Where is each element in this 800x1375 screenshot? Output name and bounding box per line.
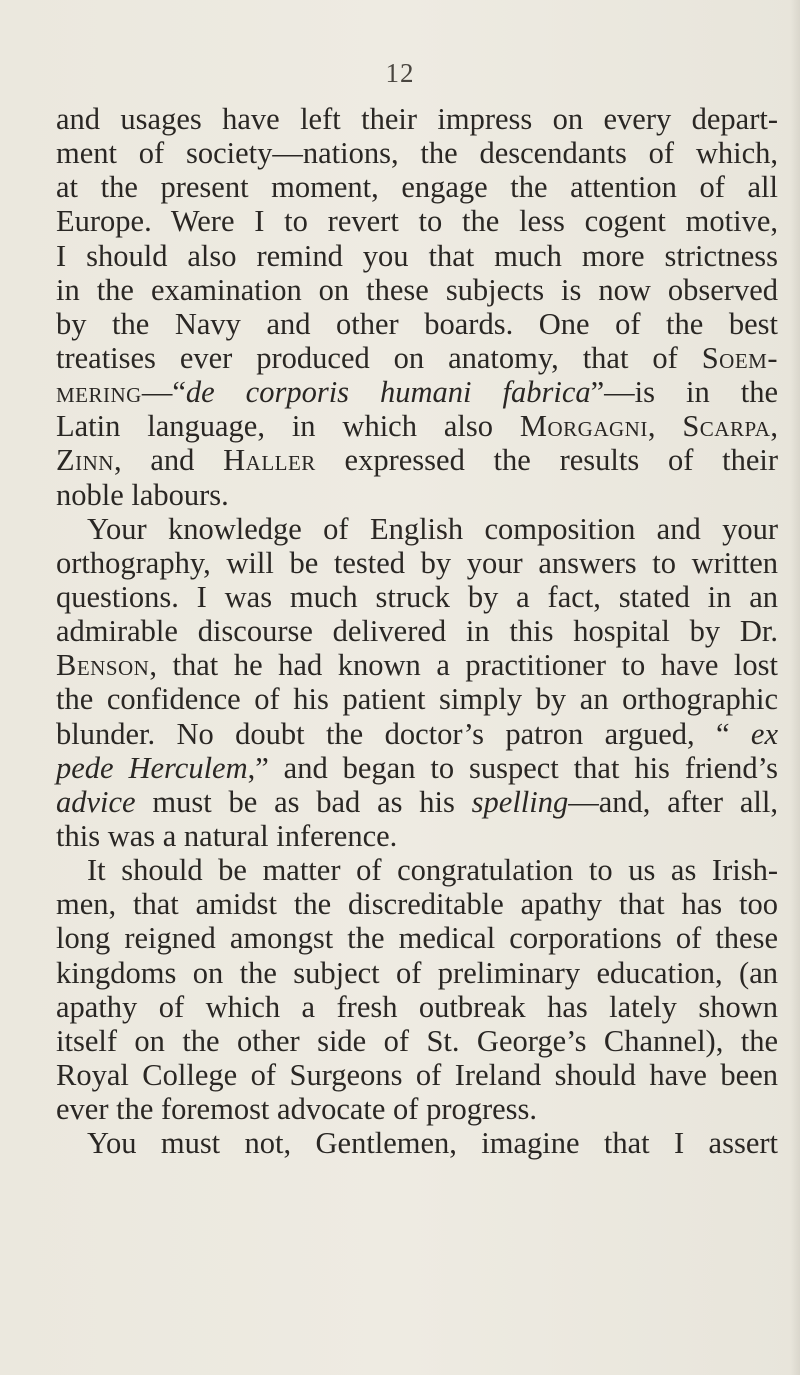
page-number: 12 — [385, 58, 415, 88]
text-line — [56, 478, 778, 512]
text-line — [56, 239, 778, 273]
text-run: in the examination on these subjects is now observed — [56, 272, 778, 307]
text-line — [56, 785, 778, 819]
text-run: blunder. No doubt the doctor’s patron argued, “ — [56, 716, 751, 751]
text-run: by the Navy and other boards. One of the best — [56, 306, 778, 341]
italic-text: ex — [750, 716, 778, 751]
italic-text: spelling — [471, 784, 569, 819]
text-line — [56, 853, 778, 887]
text-run: You must not, Gentlemen, imagine that I assert — [87, 1126, 778, 1161]
text-run: and usages have left their impress on every depart- — [56, 102, 778, 136]
text-run: questions. I was much struck by a fact, stated in an — [56, 579, 778, 614]
text-line — [56, 136, 778, 170]
text-line — [56, 819, 778, 853]
italic-text: de corporis humani fabrica — [185, 375, 591, 410]
text-run: —and, after all, — [568, 784, 778, 819]
text-run: must be as bad as his — [135, 784, 472, 819]
text-run: men, that amidst the discreditable apathy that has too — [56, 887, 778, 922]
text-run: Europe. Were I to revert to the less cogent motive, — [56, 204, 778, 239]
text-line — [56, 1024, 778, 1058]
text-line — [56, 887, 778, 921]
text-line — [56, 1092, 778, 1126]
text-line — [56, 341, 778, 375]
small-caps-name: Scarpa — [682, 409, 771, 444]
text-run: apathy of which a fresh outbreak has lately shown — [56, 989, 778, 1024]
italic-text: advice — [56, 784, 136, 819]
small-caps-name: Morgagni — [519, 409, 648, 444]
text-run: Latin language, in which also — [56, 409, 520, 444]
text-line — [56, 1126, 778, 1160]
text-run: ever the foremost advocate of progress. — [56, 1092, 538, 1127]
text-run: itself on the other side of St. George’s Channel), the — [56, 1023, 778, 1058]
text-line — [56, 614, 778, 648]
text-run: noble labours. — [56, 477, 229, 512]
text-run: at the present moment, engage the attention of all — [56, 170, 778, 205]
text-run: ,” and began to suspect that his friend’s — [247, 750, 778, 785]
text-line — [56, 273, 778, 307]
text-line — [56, 170, 778, 204]
small-caps-name: Zinn — [56, 443, 114, 478]
text-line — [56, 717, 778, 751]
body-text — [56, 102, 778, 1160]
text-run: Your knowledge of English composition and your — [87, 511, 778, 546]
text-run: , that he had known a practitioner to have lost — [149, 648, 778, 683]
text-line — [56, 1058, 778, 1092]
text-run: this was a natural inference. — [56, 818, 398, 853]
small-caps-name: mering — [56, 375, 142, 410]
text-run: , — [647, 409, 683, 444]
text-line — [56, 375, 778, 409]
text-line — [56, 921, 778, 955]
text-run: long reigned amongst the medical corporations of these — [56, 921, 778, 956]
text-run: , — [770, 409, 779, 444]
italic-text: pede Herculem — [56, 750, 248, 785]
small-caps-name: Soem- — [701, 340, 778, 375]
text-line — [56, 512, 778, 546]
text-run: —“ — [141, 375, 186, 410]
text-line — [56, 580, 778, 614]
text-run: kingdoms on the subject of preliminary education, (an — [56, 955, 778, 990]
text-run: Royal College of Surgeons of Ireland should have been — [56, 1057, 778, 1092]
text-run: I should also remind you that much more strictness — [56, 238, 778, 273]
text-run: ment of society—nations, the descendants of which, — [56, 136, 778, 171]
text-run: , and — [113, 443, 224, 478]
text-line — [56, 990, 778, 1024]
text-run: ”—is in the — [590, 375, 778, 410]
text-line — [56, 956, 778, 990]
text-run: treatises ever produced on anatomy, that of — [56, 340, 702, 375]
text-line — [56, 409, 778, 443]
text-line — [56, 648, 778, 682]
text-line — [56, 751, 778, 785]
text-line — [56, 102, 778, 136]
text-line — [56, 443, 778, 477]
text-line — [56, 204, 778, 238]
text-run: admirable discourse delivered in this hospital by Dr. — [56, 614, 778, 649]
text-run: expressed the results of their — [315, 443, 778, 478]
text-line — [56, 307, 778, 341]
small-caps-name: Benson — [56, 648, 150, 683]
page-edge-shadow — [790, 0, 800, 1375]
text-line — [56, 546, 778, 580]
text-run: It should be matter of congratulation to us as Irish- — [87, 853, 778, 888]
small-caps-name: Haller — [223, 443, 316, 478]
text-line — [56, 682, 778, 716]
text-run: orthography, will be tested by your answers to written — [56, 545, 778, 580]
text-run: the confidence of his patient simply by an orthographic — [56, 682, 778, 717]
